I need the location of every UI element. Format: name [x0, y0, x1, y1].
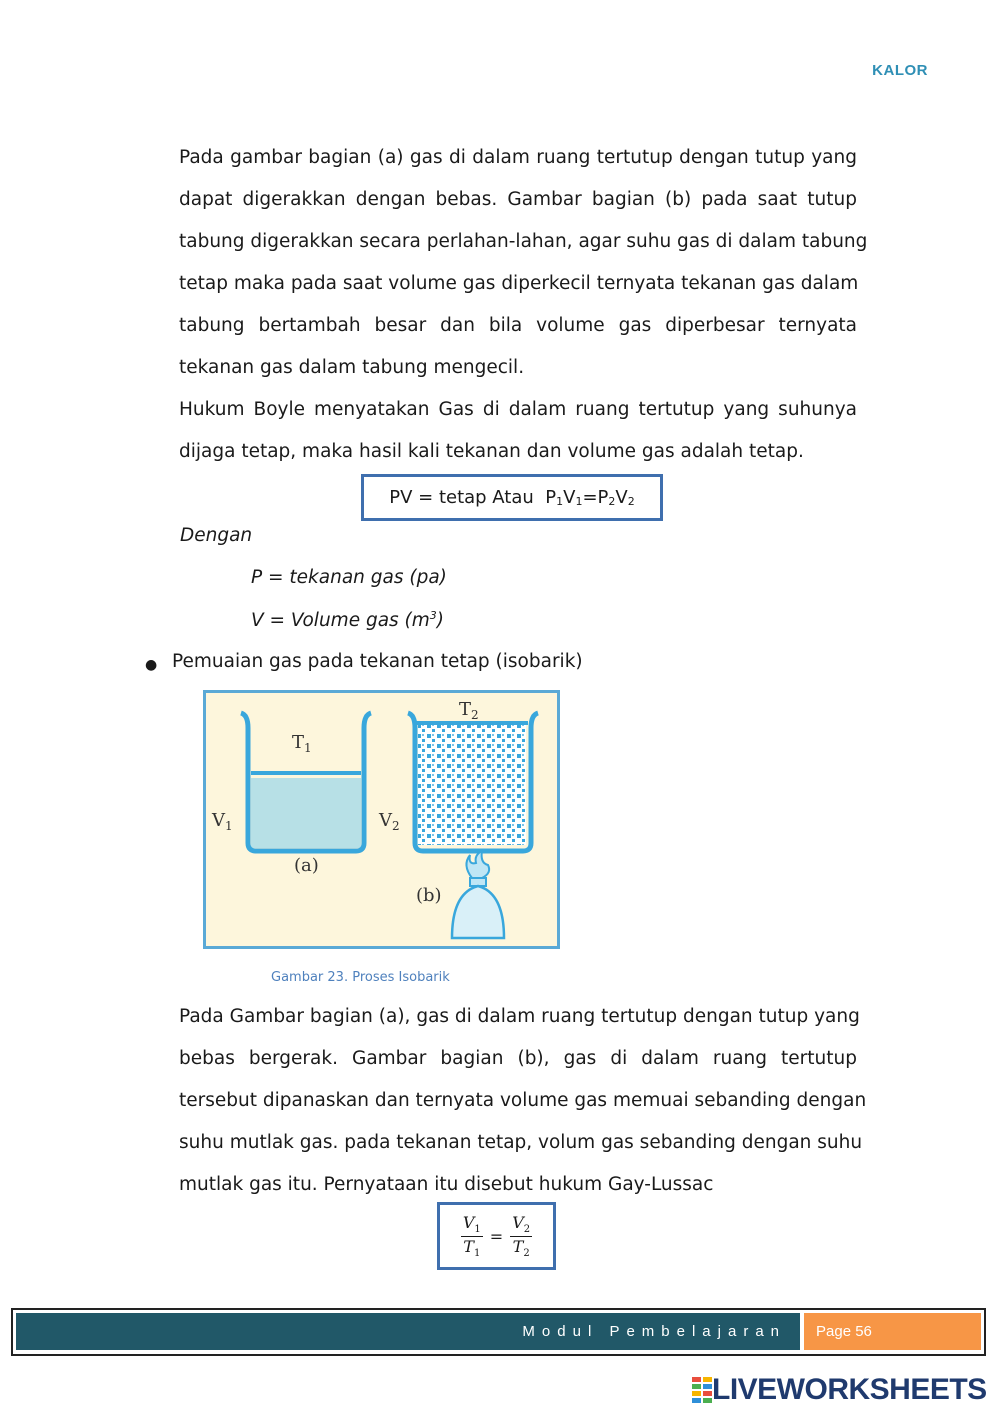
burner-icon: [452, 886, 504, 938]
label-t2: $T_2$: [459, 699, 479, 722]
text-line: dijaga tetap, maka hasil kali tekanan dan volume gas adalah tetap.: [179, 441, 804, 462]
label-b: (b): [416, 885, 442, 906]
footer-module-label: Modul Pembelajaran: [16, 1313, 800, 1350]
text-line: Pada gambar bagian (a) gas di dalam ruang tertutup dengan tutup yang: [179, 147, 857, 168]
definition-pressure: P = tekanan gas (pa): [251, 567, 447, 588]
label-v2: $V_2$: [379, 810, 400, 833]
paragraph-boyle-description: [179, 137, 868, 473]
text-line: tabung bertambah besar dan bila volume gas diperbesar ternyata: [179, 315, 857, 336]
figure-caption: Gambar 23. Proses Isobarik: [271, 970, 450, 985]
footer-page-number: Page 56: [804, 1313, 981, 1350]
text-line: dapat digerakkan dengan bebas. Gambar bagian (b) pada saat tutup: [179, 189, 857, 210]
fraction-v1-t1: $\frac{V_1}{T_1}$: [462, 1213, 481, 1259]
flame-icon: [466, 851, 489, 878]
label-v1: $V_1$: [212, 810, 233, 833]
text-line: bebas bergerak. Gambar bagian (b), gas di dalam ruang tertutup: [179, 1048, 857, 1069]
fraction-v2-t2: $\frac{V_2}{T_2}$: [512, 1213, 531, 1259]
definition-volume: V = Volume gas $(m^3)$: [251, 609, 445, 632]
boyle-formula-box: [361, 474, 663, 521]
isobaric-illustration: [206, 693, 557, 946]
page-header-title: KALOR: [872, 62, 928, 79]
formula-text: PV = tetap Atau $P_1V_1=P_2V_2$: [389, 487, 635, 508]
text-line: Hukum Boyle menyatakan Gas di dalam ruang tertutup yang suhunya: [179, 399, 857, 420]
liquid-a: [251, 778, 361, 848]
label-t1: $T_1$: [292, 732, 312, 755]
brand-text: LIVEWORKSHEETS: [712, 1373, 987, 1406]
liveworksheets-logo-icon: [692, 1377, 712, 1403]
text-line: tersebut dipanaskan dan ternyata volume gas memuai sebanding dengan: [179, 1090, 867, 1111]
gaylussac-formula-box: [437, 1202, 556, 1270]
equals-sign: =: [489, 1226, 504, 1246]
text-line: suhu mutlak gas. pada tekanan tetap, volum gas sebanding dengan suhu: [179, 1132, 863, 1153]
text-line: tabung digerakkan secara perlahan-lahan, agar suhu gas di dalam tabung: [179, 231, 868, 252]
text-line: Pada Gambar bagian (a), gas di dalam ruang tertutup dengan tutup yang: [179, 1006, 860, 1027]
definitions-intro: Dengan: [180, 525, 253, 546]
bullet-icon: ●: [145, 657, 158, 673]
paragraph-gaylussac-description: [179, 996, 867, 1206]
text-line: tekanan gas dalam tabung mengecil.: [179, 357, 525, 378]
text-line: tetap maka pada saat volume gas diperkecil ternyata tekanan gas dalam: [179, 273, 859, 294]
gas-b: [418, 725, 526, 845]
text-line: mutlak gas itu. Pernyataan itu disebut hukum Gay-Lussac: [179, 1174, 714, 1195]
liveworksheets-brand: [692, 1373, 987, 1407]
isobaric-figure: [203, 690, 560, 949]
label-a: (a): [294, 855, 319, 876]
bullet-text: Pemuaian gas pada tekanan tetap (isobarik): [172, 651, 583, 672]
